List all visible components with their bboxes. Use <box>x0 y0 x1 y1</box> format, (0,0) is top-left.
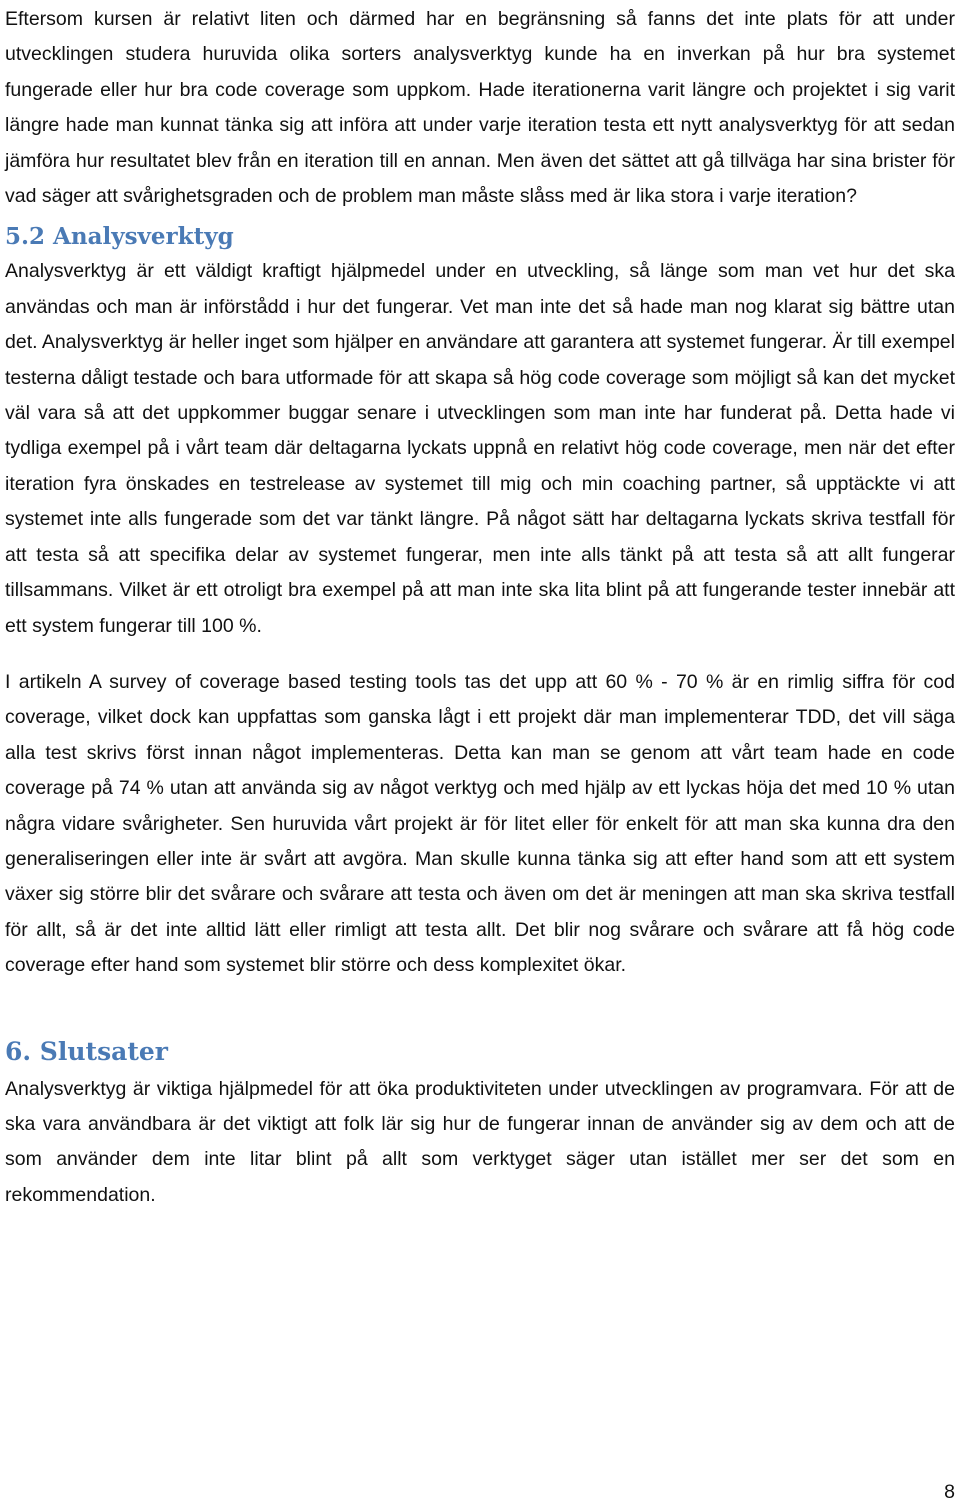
page-number: 8 <box>944 1481 955 1503</box>
intro-paragraph: Eftersom kursen är relativt liten och därmed har en begränsning så fanns det inte plats för att under utvecklingen studera huruvida olika sorters analysverktyg kunde ha en inverkan på hur bra systemet fungerade eller hur bra code coverage som uppkom. Hade iterationerna varit längre och projektet i sig varit längre hade man kunnat tänka sig att införa att under varje iteration testa ett nytt analysverktyg för att sedan jämföra hur resultatet blev från en iteration till en annan. Men även det sättet att gå tillväga har sina brister för vad säger att svårighetsgraden och de problem man måste slåss med är lika stora i varje iteration? <box>5 8 955 208</box>
section-5-2-paragraph-2: I artikeln A survey of coverage based testing tools tas det upp att 60 % - 70 % är en rimlig siffra för cod coverage, vilket dock kan uppfattas som ganska lågt i ett projekt där man implementerar TDD, det vill säga alla test skrivs först innan något implementeras. Detta kan man se genom att vårt team hade en code coverage på 74 % utan att använda sig av något verktyg och med hjälp av ett lyckas höja det med 10 % utan några vidare svårigheter. Sen huruvida vårt projekt är för litet eller för enkelt för att man ska kunna dra den generaliseringen eller inte är svårt att avgöra. Man skulle kunna tänka sig att efter hand som att ett system växer sig större blir det svårare och svårare att testa och även om det är meningen att man ska skriva testfall för allt, så är det inte alltid lätt eller rimligt att testa allt. Det blir nog svårare och svårare att få hög code coverage efter hand som systemet blir större och dess komplexitet ökar. <box>5 670 955 977</box>
document-page <box>5 0 955 1213</box>
section-5-2-heading: 5.2 Analysverktyg <box>5 223 234 251</box>
section-5-2-paragraph-1: Analysverktyg är ett väldigt kraftigt hjälpmedel under en utveckling, så länge som man vet hur det ska användas och man är införstådd i hur det fungerar. Vet man inte det så hade man nog klarat sig bättre utan det. Analysverktyg är heller inget som hjälper en användare att garantera att systemet fungerar. Är till exempel testerna dåligt testade och bara utformade för att skapa så hög code coverage som möjligt så kan det mycket väl vara så att det uppkommer buggar senare i utvecklingen som man inte har funderat på. Detta hade vi tydliga exempel på i vårt team där deltagarna lyckats uppnå en relativt hög code coverage, men när det efter iteration fyra önskades en testrelease av systemet till mig och min coaching partner, så upptäckte vi att systemet inte alls fungerade som det var tänkt längre. På något sätt har deltagarna lyckats skriva testfall för att testa så att specifika delar av systemet fungerar, men inte alls tänkt på att testa så att allt fungerar tillsammans. Vilket är ett otroligt bra exempel på att man inte ska lita blint på att fungerande tester innebär att ett system fungerar till 100 %. <box>5 260 955 637</box>
section-6-heading: 6. Slutsater <box>5 1036 168 1066</box>
section-6-paragraph-1: Analysverktyg är viktiga hjälpmedel för att öka produktiviteten under utvecklingen av programvara. För att de ska vara användbara är det viktigt att folk lär sig hur de fungerar innan de använder sig av dem och att de som använder dem inte litar blint på allt som verktyget säger utan istället mer ser det som en rekommendation. <box>5 1077 955 1206</box>
